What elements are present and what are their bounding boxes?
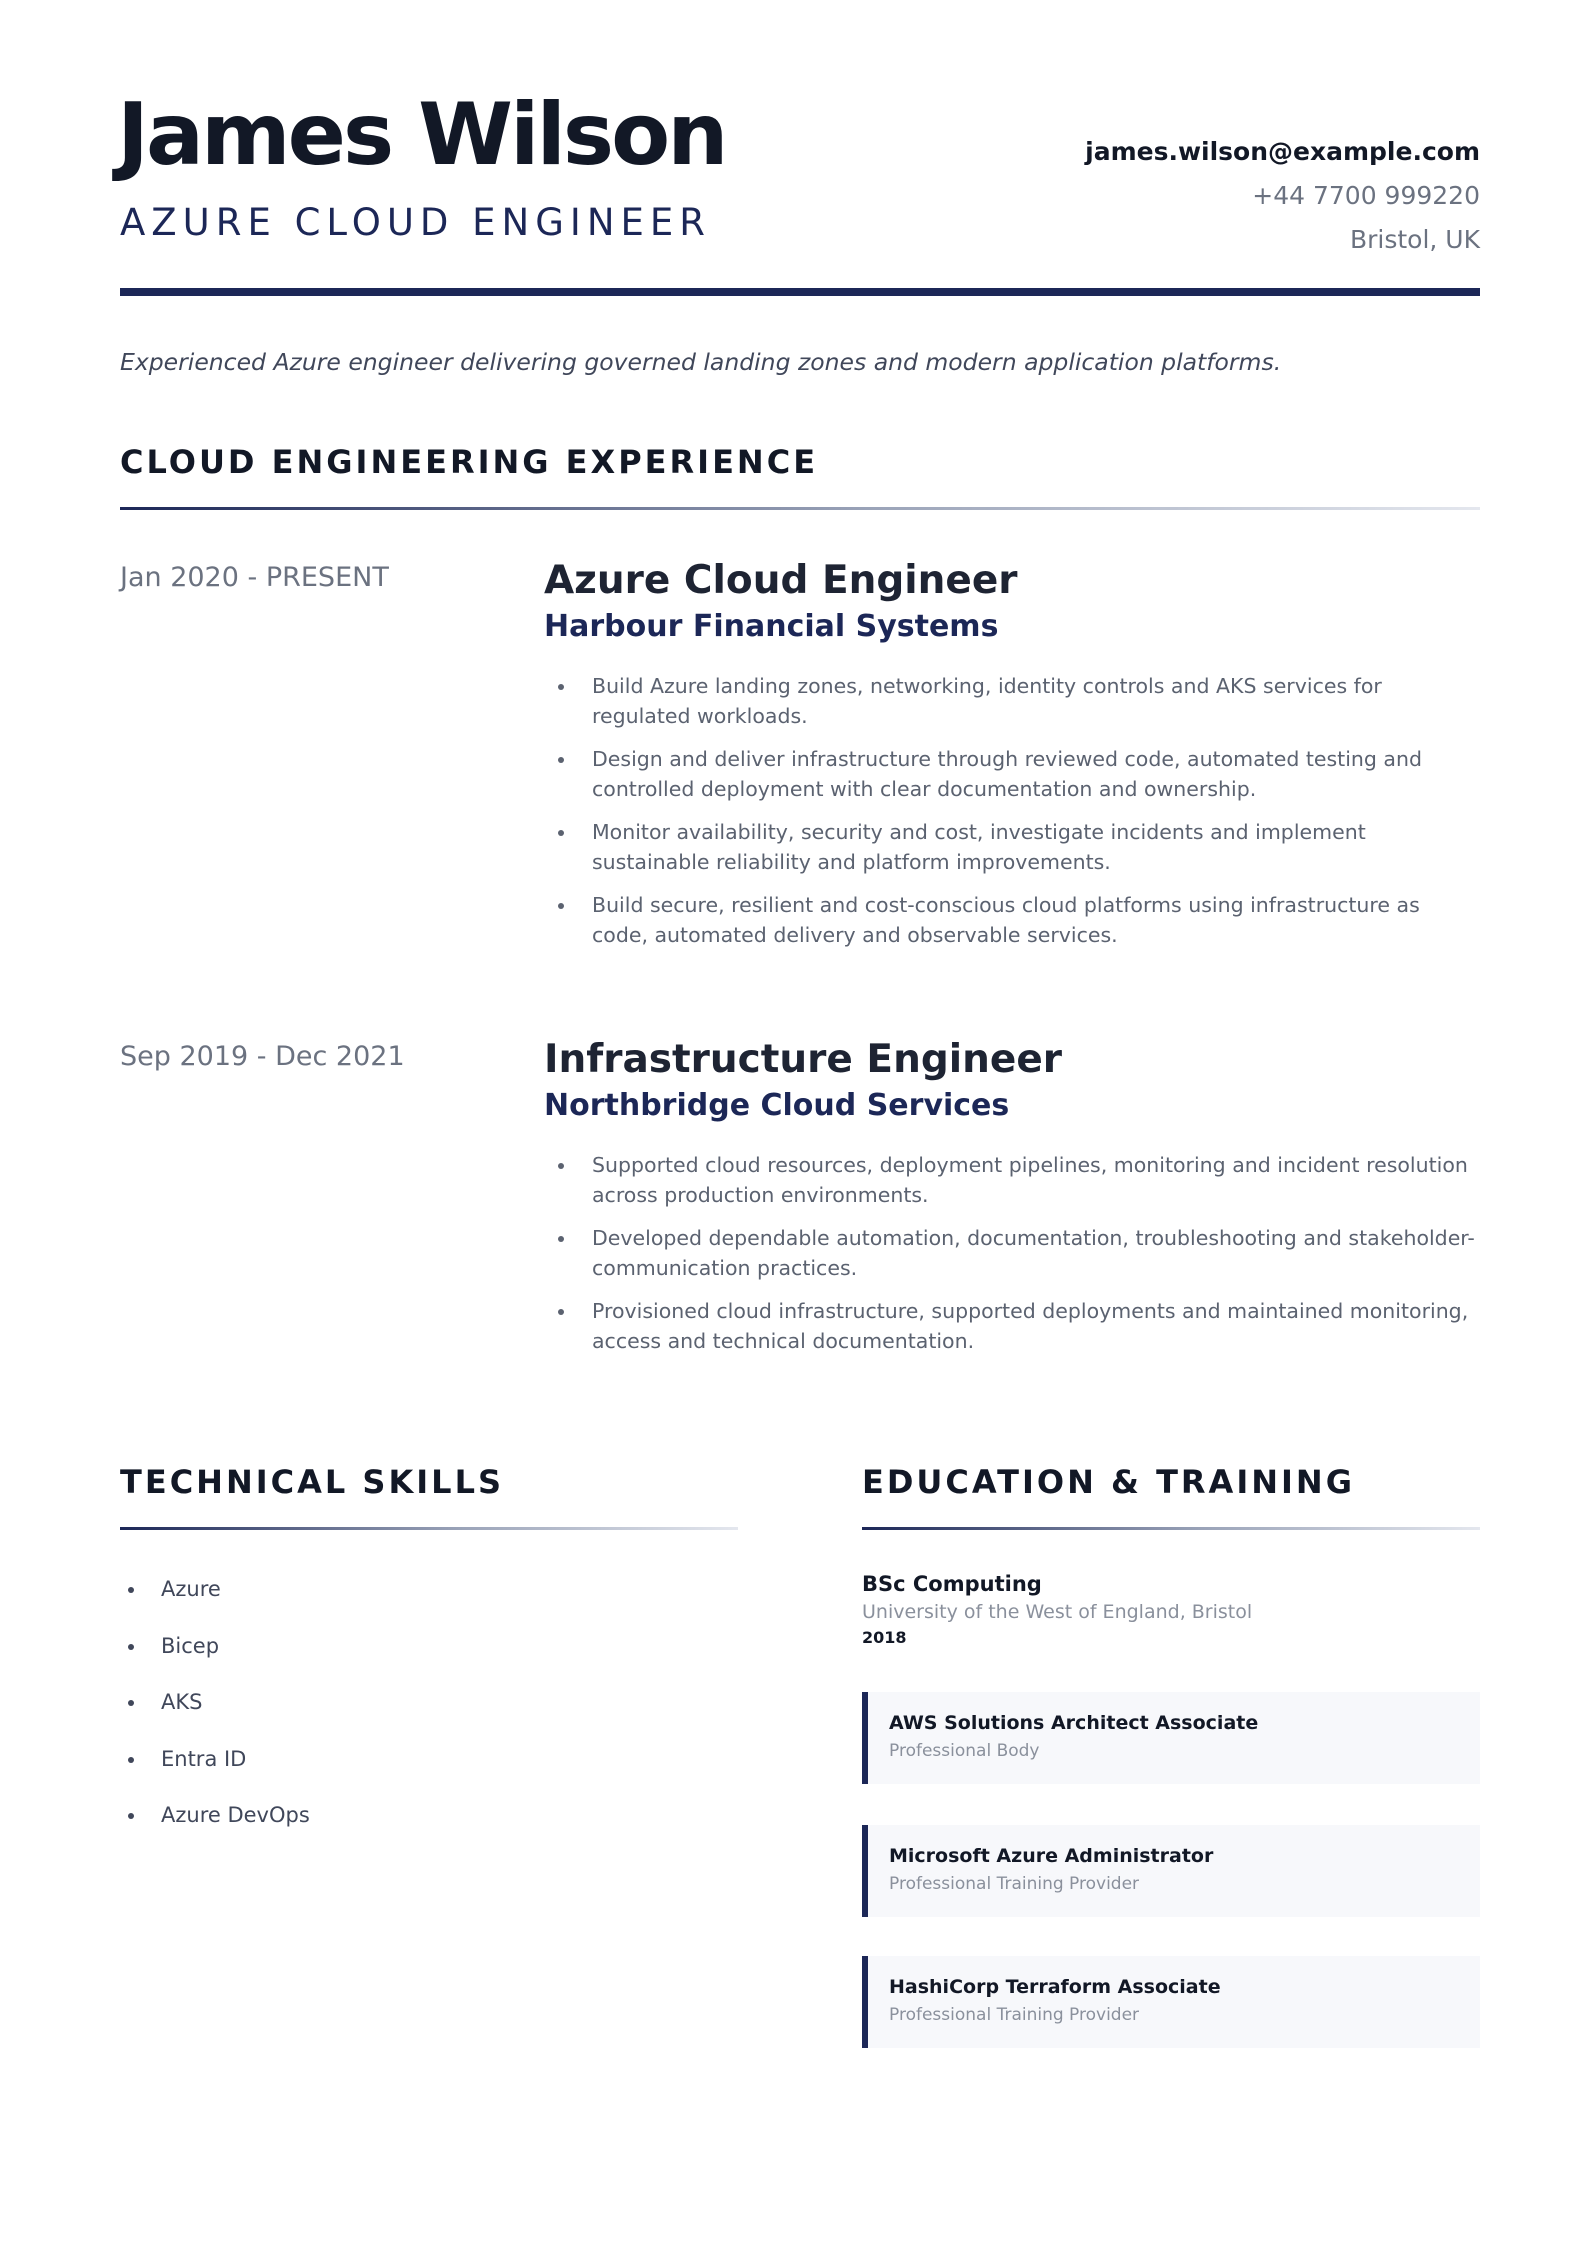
- header-divider: [120, 288, 1480, 296]
- job-title: Infrastructure Engineer: [544, 1037, 1063, 1082]
- graduation-year: 2018: [862, 1627, 907, 1647]
- experience-body: [544, 1037, 1480, 1369]
- experience-body: [544, 558, 1480, 963]
- certification-name: Microsoft Azure Administrator: [889, 1845, 1214, 1867]
- certification-issuer: Professional Body: [889, 1740, 1040, 1761]
- skill-item: Bicep: [120, 1631, 310, 1688]
- school-name: University of the West of England, Bristol: [862, 1601, 1253, 1624]
- certification-name: HashiCorp Terraform Associate: [889, 1976, 1221, 1998]
- experience-divider: [120, 507, 1480, 510]
- responsibility-item: Design and deliver infrastructure through reviewed code, automated testing and controlled deployment with clear documentation and ownership.: [544, 744, 1480, 804]
- responsibility-item: Build Azure landing zones, networking, identity controls and AKS services for regulated workloads.: [544, 671, 1480, 731]
- skills-list: [120, 1574, 310, 1857]
- responsibility-item: Supported cloud resources, deployment pipelines, monitoring and incident resolution across production environments.: [544, 1150, 1480, 1210]
- skills-heading: TECHNICAL SKILLS: [120, 1463, 504, 1501]
- responsibility-item: Provisioned cloud infrastructure, supported deployments and maintained monitoring, access and technical documentation.: [544, 1296, 1480, 1356]
- skill-item: Azure DevOps: [120, 1800, 310, 1857]
- certification-card: [862, 1956, 1480, 2048]
- certification-name: AWS Solutions Architect Associate: [889, 1712, 1259, 1734]
- candidate-title: AZURE CLOUD ENGINEER: [120, 201, 711, 244]
- contact-location: Bristol, UK: [1349, 225, 1480, 254]
- responsibility-item: Build secure, resilient and cost-conscious cloud platforms using infrastructure as code, automated delivery and observable services.: [544, 890, 1480, 950]
- education-divider: [862, 1527, 1480, 1530]
- skill-item: Entra ID: [120, 1744, 310, 1801]
- certification-card: [862, 1825, 1480, 1917]
- education-heading: EDUCATION & TRAINING: [862, 1463, 1355, 1501]
- certification-card: [862, 1692, 1480, 1784]
- candidate-name: James Wilson: [117, 85, 726, 185]
- experience-dates: Sep 2019 - Dec 2021: [120, 1041, 405, 1072]
- degree-name: BSc Computing: [862, 1572, 1042, 1596]
- company-name: Harbour Financial Systems: [544, 608, 999, 644]
- skill-item: Azure: [120, 1574, 310, 1631]
- profile-summary: Experienced Azure engineer delivering governed landing zones and modern application platforms.: [120, 348, 1282, 376]
- responsibility-item: Developed dependable automation, documentation, troubleshooting and stakeholder-communication practices.: [544, 1223, 1480, 1283]
- certification-issuer: Professional Training Provider: [889, 2004, 1140, 2025]
- experience-heading: CLOUD ENGINEERING EXPERIENCE: [120, 443, 819, 481]
- certification-issuer: Professional Training Provider: [889, 1873, 1140, 1894]
- responsibility-list: [544, 671, 1480, 950]
- skills-divider: [120, 1527, 738, 1530]
- contact-email[interactable]: james.wilson@example.com: [1085, 137, 1480, 166]
- contact-phone: +44 7700 999220: [1252, 181, 1480, 210]
- job-title: Azure Cloud Engineer: [544, 558, 1018, 603]
- responsibility-item: Monitor availability, security and cost, investigate incidents and implement sustainable reliability and platform improvements.: [544, 817, 1480, 877]
- experience-dates: Jan 2020 - PRESENT: [120, 562, 389, 593]
- education-entry: [862, 1572, 1480, 1647]
- responsibility-list: [544, 1150, 1480, 1356]
- contact-block: [1085, 130, 1480, 262]
- skill-item: AKS: [120, 1687, 310, 1744]
- company-name: Northbridge Cloud Services: [544, 1087, 1010, 1123]
